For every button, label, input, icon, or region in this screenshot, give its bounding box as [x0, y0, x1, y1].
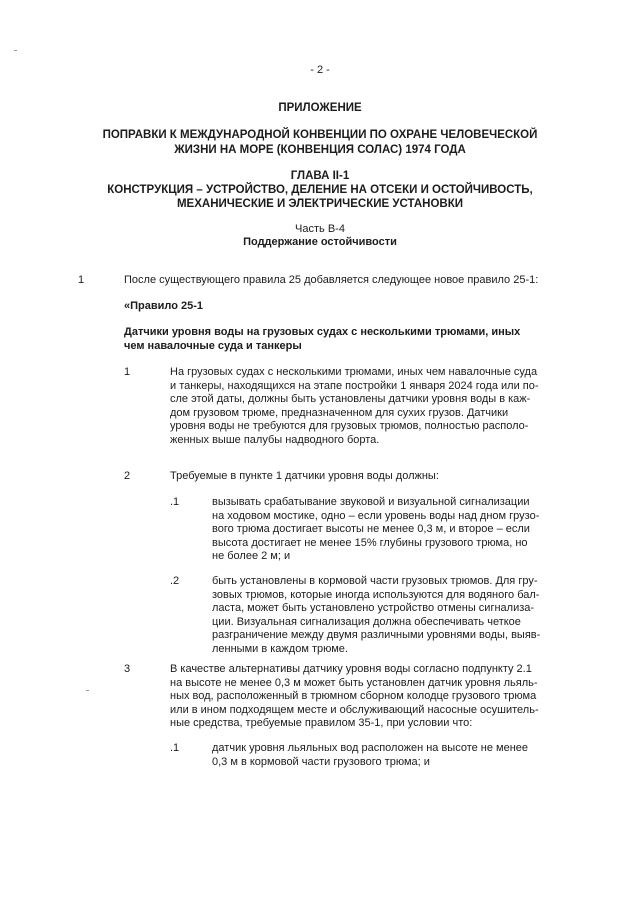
paragraph-line: женных выше палубы надводного борта. — [170, 433, 380, 446]
paragraph-number: 1 — [124, 366, 131, 378]
rule-subheading-line2: чем навалочные суда и танкеры — [124, 339, 302, 352]
paragraph-line: уровня воды не требуются для грузовых трюмов, полностью располо- — [170, 420, 529, 432]
subparagraph-line: разграничение между двумя различными уровнями воды, выяв- — [212, 629, 541, 641]
subparagraph-line: на ходовом мостике, одно – если уровень воды над дном грузо- — [212, 509, 540, 522]
paragraph-line: и танкеры, находящихся на этапе постройки 1 января 2024 года или по- — [170, 379, 539, 392]
rule-subheading — [124, 326, 564, 353]
subparagraph-2-1 — [212, 496, 550, 564]
paragraph-line: или в ином подходящем месте и обслуживающий насосные осушитель- — [170, 703, 539, 716]
subparagraph-line: 0,3 м в кормовой части грузового трюма; и — [212, 755, 430, 768]
paragraph-line: На грузовых судах с несколькими трюмами, иных чем навалочные суда — [170, 366, 538, 378]
subparagraph-line: вызывать срабатывание звуковой и визуальной сигнализации — [212, 496, 530, 508]
subparagraph-number: .1 — [170, 496, 180, 508]
paragraph-line: В качестве альтернативы датчику уровня воды согласно подпункту 2.1 — [170, 663, 532, 675]
part-title: Поддержание остойчивости — [243, 236, 397, 248]
amendments-title-line2: ЖИЗНИ НА МОРЕ (КОНВЕНЦИЯ СОЛАС) 1974 ГОДА — [174, 144, 466, 156]
paragraph-line: ных вод, расположенный в трюмном сборном колодце грузового трюма — [170, 690, 537, 702]
subparagraph-line: ласта, может быть установлено устройство отмены сигнализа- — [212, 602, 535, 614]
part-number: Часть В-4 — [295, 223, 345, 235]
paragraph-line: дом грузовом трюме, предназначенном для сухих грузов. Датчики — [170, 406, 509, 419]
annex-title: ПРИЛОЖЕНИЕ — [278, 102, 362, 114]
paragraph-line: на высоте не менее 0,3 м может быть установлен датчик уровня льяль- — [170, 676, 538, 689]
paragraph-number: 3 — [124, 663, 131, 675]
subparagraph-line: вого трюма достигает высоты не менее 0,3 м, и второе – если — [212, 523, 530, 535]
subparagraph-line: ленными в каждом трюме. — [212, 642, 348, 655]
scan-speck — [14, 50, 17, 51]
subparagraph-line: быть установлены в кормовой части грузовых трюмов. Для гру- — [212, 575, 538, 587]
subparagraph-line: ции. Визуальная сигнализация должна обеспечивать четкое — [212, 615, 521, 628]
subparagraph-line: не более 2 м; и — [212, 550, 291, 562]
rule-subheading-line1: Датчики уровня воды на грузовых судах с несколькими трюмами, иных — [124, 326, 521, 338]
amendments-title-line1: ПОПРАВКИ К МЕЖДУНАРОДНОЙ КОНВЕНЦИИ ПО ОХРАНЕ ЧЕЛОВЕЧЕСКОЙ — [102, 129, 538, 141]
item-text: После существующего правила 25 добавляется следующее новое правило 25-1: — [124, 274, 539, 286]
scan-speck — [86, 690, 89, 691]
subparagraph-number: .2 — [170, 575, 180, 587]
subparagraph-2-2 — [212, 575, 550, 656]
chapter-title-line2: МЕХАНИЧЕСКИЕ И ЭЛЕКТРИЧЕСКИЕ УСТАНОВКИ — [176, 198, 464, 210]
subparagraph-line: датчик уровня льяльных вод расположен на высоте не менее — [212, 742, 529, 754]
paragraph-1 — [170, 366, 555, 447]
subparagraph-3-1 — [212, 742, 550, 769]
subparagraph-line: высота достигает не менее 15% глубины грузового трюма, но — [212, 536, 528, 549]
rule-heading: «Правило 25-1 — [124, 300, 204, 312]
subparagraph-line: зовых трюмов, которые иногда используются для водяного бал- — [212, 588, 540, 601]
paragraph-line: сле этой даты, должны быть установлены датчики уровня воды в каж- — [170, 393, 531, 405]
item-number: 1 — [78, 274, 85, 286]
paragraph-2-intro: Требуемые в пункте 1 датчики уровня воды должны: — [170, 470, 439, 482]
chapter-number: ГЛАВА II-1 — [290, 170, 350, 182]
paragraph-3 — [170, 663, 555, 731]
paragraph-number: 2 — [124, 470, 131, 482]
chapter-title-line1: КОНСТРУКЦИЯ – УСТРОЙСТВО, ДЕЛЕНИЕ НА ОТСЕКИ И ОСТОЙЧИВОСТЬ, — [107, 184, 533, 196]
paragraph-line: ные средства, требуемые правилом 35-1, при условии что: — [170, 717, 473, 729]
page-number: - 2 - — [310, 64, 330, 76]
subparagraph-number: .1 — [170, 742, 180, 754]
